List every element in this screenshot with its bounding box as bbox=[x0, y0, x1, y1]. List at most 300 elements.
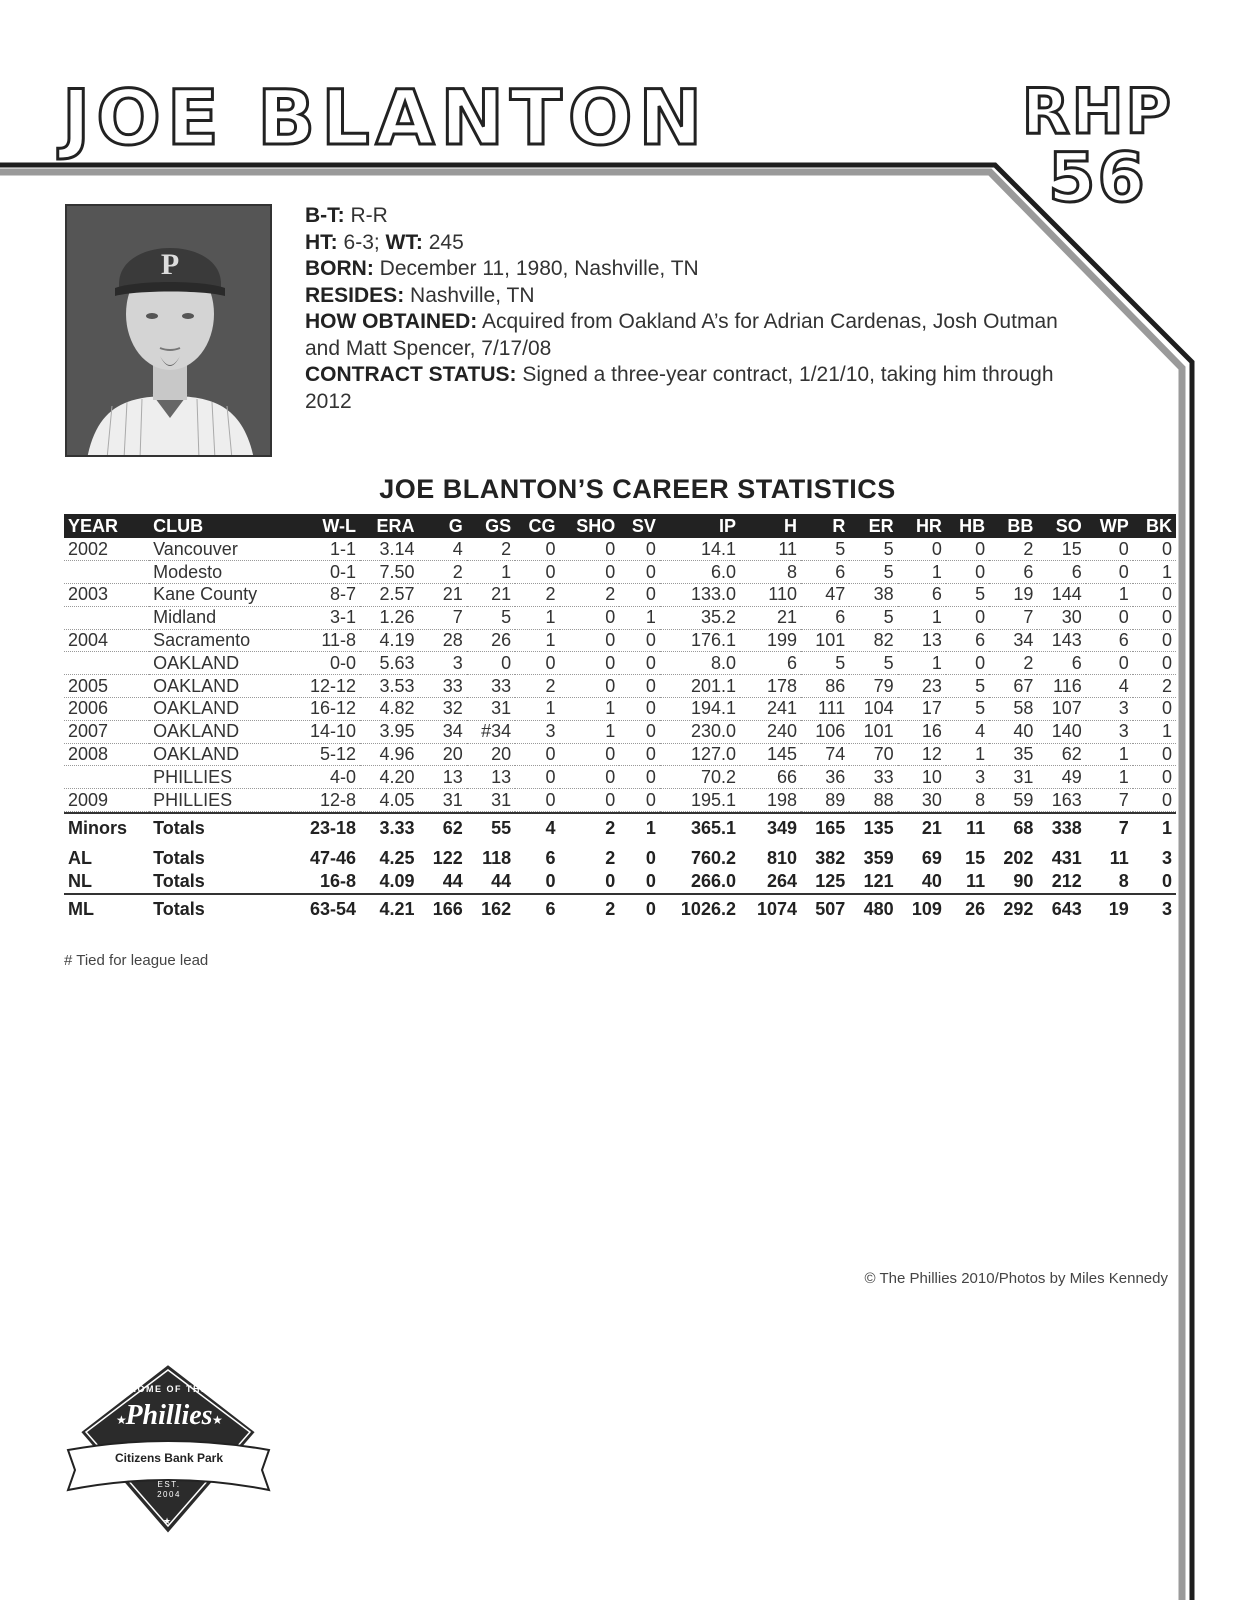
stats-cell: 88 bbox=[849, 789, 897, 812]
stats-cell: 33 bbox=[418, 675, 466, 698]
stats-cell: 5 bbox=[849, 538, 897, 561]
stats-cell: 2 bbox=[605, 818, 616, 839]
stats-col-header: ERA bbox=[360, 514, 418, 538]
stats-cell: 2 bbox=[989, 652, 1037, 675]
bio-bt-label: B-T: bbox=[305, 204, 345, 227]
stats-cell: 26 bbox=[965, 899, 986, 920]
stats-cell: 2003 bbox=[64, 584, 149, 607]
stats-cell: 66 bbox=[740, 766, 801, 789]
photo-credit: © The Phillies 2010/Photos by Miles Kennedy bbox=[864, 1270, 1168, 1287]
stats-cell: 2009 bbox=[64, 789, 149, 812]
stats-cell: 5.63 bbox=[360, 652, 418, 675]
stats-cell: 4.82 bbox=[360, 698, 418, 721]
stats-cell: 7 bbox=[1086, 789, 1133, 812]
stats-cell: 40 bbox=[921, 871, 942, 892]
stats-cell: 23-18 bbox=[310, 818, 357, 839]
bio-born-label: BORN: bbox=[305, 257, 374, 280]
stats-cell: 8-7 bbox=[291, 584, 360, 607]
stats-cell: 3 bbox=[1161, 848, 1172, 869]
stats-cell: 127.0 bbox=[660, 743, 740, 766]
stats-cell: 16-12 bbox=[291, 698, 360, 721]
stats-cell: 0 bbox=[1133, 698, 1176, 721]
stats-cell: 12-8 bbox=[291, 789, 360, 812]
stats-cell: 30 bbox=[1037, 606, 1085, 629]
table-row bbox=[64, 538, 1176, 561]
stats-cell: 0 bbox=[645, 871, 656, 892]
stats-cell: 1 bbox=[1086, 584, 1133, 607]
stats-cell: 5 bbox=[467, 606, 515, 629]
stats-body bbox=[64, 538, 1176, 920]
svg-text:★: ★ bbox=[116, 1413, 127, 1427]
stats-cell: PHILLIES bbox=[149, 789, 291, 812]
stats-cell: 2 bbox=[989, 538, 1037, 561]
stats-header-row bbox=[64, 514, 1176, 538]
stats-cell: 6 bbox=[801, 606, 849, 629]
stats-cell: 0 bbox=[515, 652, 559, 675]
stats-cell: 0 bbox=[560, 652, 620, 675]
stats-cell: 106 bbox=[801, 720, 849, 743]
stats-cell: 199 bbox=[740, 629, 801, 652]
stats-cell: 0 bbox=[560, 629, 620, 652]
stats-cell: 0 bbox=[1133, 652, 1176, 675]
stats-cell: 0 bbox=[946, 606, 989, 629]
stats-cell: 15 bbox=[965, 848, 986, 869]
stats-cell: 49 bbox=[1037, 766, 1085, 789]
stats-cell: 118 bbox=[482, 848, 512, 869]
player-name: JOE BLANTON bbox=[62, 73, 709, 162]
stats-cell: 0 bbox=[1133, 538, 1176, 561]
stats-cell: 38 bbox=[849, 584, 897, 607]
stats-col-header: BK bbox=[1133, 514, 1176, 538]
position-label: RHP bbox=[1021, 75, 1173, 148]
stats-cell: 1 bbox=[1133, 561, 1176, 584]
stats-cell: Minors bbox=[68, 818, 128, 839]
stats-cell: 1 bbox=[467, 561, 515, 584]
stats-cell: 5 bbox=[946, 698, 989, 721]
stats-cell: 212 bbox=[1051, 871, 1082, 892]
stats-cell: 176.1 bbox=[660, 629, 740, 652]
stats-cell: 0 bbox=[1086, 606, 1133, 629]
stats-cell: 58 bbox=[989, 698, 1037, 721]
stats-col-header: IP bbox=[660, 514, 740, 538]
stats-cell: 4-0 bbox=[291, 766, 360, 789]
stats-cell: 5 bbox=[801, 652, 849, 675]
stats-cell: 6 bbox=[989, 561, 1037, 584]
stats-cell: 0 bbox=[946, 652, 989, 675]
stats-cell: 178 bbox=[740, 675, 801, 698]
stats-cell: 12 bbox=[898, 743, 946, 766]
stats-cell: 194.1 bbox=[660, 698, 740, 721]
stats-cell: 202 bbox=[1003, 848, 1034, 869]
stats-cell: 1 bbox=[515, 698, 559, 721]
stats-cell: 3 bbox=[515, 720, 559, 743]
bio-ht-value: 6-3; bbox=[343, 230, 380, 254]
stats-cell: 0 bbox=[515, 789, 559, 812]
stats-cell: 1 bbox=[1161, 818, 1172, 839]
stats-cell: 31 bbox=[467, 789, 515, 812]
stats-cell: 195.1 bbox=[660, 789, 740, 812]
stats-cell: OAKLAND bbox=[149, 720, 291, 743]
stats-cell: 3 bbox=[946, 766, 989, 789]
stats-cell: 338 bbox=[1051, 818, 1082, 839]
stats-col-header: GS bbox=[467, 514, 515, 538]
stats-col-header: CG bbox=[515, 514, 559, 538]
table-row bbox=[64, 743, 1176, 766]
row-gap bbox=[64, 839, 1176, 847]
stats-cell: 0 bbox=[545, 871, 556, 892]
stats-cell: 70.2 bbox=[660, 766, 740, 789]
stats-cell: 68 bbox=[1013, 818, 1034, 839]
stats-cell: 0 bbox=[515, 766, 559, 789]
stats-cell: 0 bbox=[619, 584, 660, 607]
stats-cell: 165 bbox=[815, 818, 846, 839]
stats-cell: NL bbox=[68, 871, 92, 892]
stats-cell: 90 bbox=[1013, 871, 1034, 892]
stats-cell: 0 bbox=[1133, 629, 1176, 652]
stats-cell: 17 bbox=[898, 698, 946, 721]
stats-cell: 1 bbox=[1133, 720, 1176, 743]
stats-cell: 122 bbox=[432, 848, 463, 869]
stats-cell: 13 bbox=[898, 629, 946, 652]
stats-cell: 4 bbox=[418, 538, 466, 561]
stats-cell: 292 bbox=[1003, 899, 1034, 920]
svg-text:★: ★ bbox=[212, 1413, 223, 1427]
stats-cell: 166 bbox=[432, 899, 463, 920]
stats-cell: 1 bbox=[898, 606, 946, 629]
stats-cell: 111 bbox=[801, 698, 849, 721]
stats-cell: 33 bbox=[849, 766, 897, 789]
stats-cell: 0 bbox=[560, 561, 620, 584]
stats-cell: 31 bbox=[418, 789, 466, 812]
stats-cell: 34 bbox=[989, 629, 1037, 652]
stats-cell: 2 bbox=[515, 584, 559, 607]
stats-cell: 6 bbox=[1086, 629, 1133, 652]
stats-cell: OAKLAND bbox=[149, 743, 291, 766]
stats-cell: 44 bbox=[442, 871, 463, 892]
stats-cell: 1 bbox=[619, 606, 660, 629]
stats-cell: 125 bbox=[815, 871, 846, 892]
stats-col-header: R bbox=[801, 514, 849, 538]
stats-cell: 34 bbox=[418, 720, 466, 743]
stats-cell: 15 bbox=[1037, 538, 1085, 561]
stats-cell: 110 bbox=[740, 584, 801, 607]
stats-col-header: WP bbox=[1086, 514, 1133, 538]
stats-cell: 810 bbox=[766, 848, 797, 869]
stats-cell: 21 bbox=[418, 584, 466, 607]
stats-cell: AL bbox=[68, 848, 92, 869]
stats-cell: 0 bbox=[1161, 871, 1172, 892]
logo-team-wordmark: Phillies bbox=[125, 1400, 213, 1431]
stats-cell: 0 bbox=[560, 789, 620, 812]
stats-col-header: HR bbox=[898, 514, 946, 538]
stats-cell: 145 bbox=[740, 743, 801, 766]
stats-cell: 20 bbox=[418, 743, 466, 766]
bio-obtained-value: Acquired from Oakland A’s for Adrian Cardenas, Josh Outman and Matt Spencer, 7/17/08 bbox=[305, 310, 1058, 360]
logo-park-name: Citizens Bank Park bbox=[114, 1451, 224, 1465]
stats-cell: 32 bbox=[418, 698, 466, 721]
stats-cell: 82 bbox=[849, 629, 897, 652]
stats-cell: 121 bbox=[863, 871, 894, 892]
stats-cell: 4.21 bbox=[379, 899, 415, 920]
stats-cell: 0 bbox=[619, 561, 660, 584]
stats-cell: 3.14 bbox=[360, 538, 418, 561]
stats-cell: 480 bbox=[863, 899, 894, 920]
stats-title: JOE BLANTON’S CAREER STATISTICS bbox=[379, 474, 896, 504]
stats-cell: 89 bbox=[801, 789, 849, 812]
stats-cell: 6 bbox=[545, 848, 556, 869]
stats-cell: 1026.2 bbox=[680, 899, 736, 920]
stats-cell: 0 bbox=[605, 871, 616, 892]
stats-cell: Modesto bbox=[149, 561, 291, 584]
stats-cell: 14.1 bbox=[660, 538, 740, 561]
stats-cell: 8 bbox=[1118, 871, 1129, 892]
stats-cell: 104 bbox=[849, 698, 897, 721]
stats-cell: 0 bbox=[1133, 743, 1176, 766]
stats-cell: 1-1 bbox=[291, 538, 360, 561]
bio-bats-throws bbox=[305, 203, 1065, 230]
stats-cell: 5-12 bbox=[291, 743, 360, 766]
stats-cell: 21 bbox=[740, 606, 801, 629]
svg-text:★: ★ bbox=[163, 1516, 172, 1526]
stats-cell: 4.96 bbox=[360, 743, 418, 766]
stats-cell: 2 bbox=[1133, 675, 1176, 698]
table-row bbox=[64, 629, 1176, 652]
stats-cell: 0 bbox=[467, 652, 515, 675]
stats-cell: 0 bbox=[619, 743, 660, 766]
stats-cell: 2 bbox=[560, 584, 620, 607]
stats-cell: 5 bbox=[801, 538, 849, 561]
stats-cell: 140 bbox=[1037, 720, 1085, 743]
stats-cell: 0 bbox=[619, 789, 660, 812]
stats-cell: 0 bbox=[560, 743, 620, 766]
stats-cell: 3-1 bbox=[291, 606, 360, 629]
stats-cell: 2.57 bbox=[360, 584, 418, 607]
stats-cell: 0 bbox=[619, 629, 660, 652]
stats-cell: 1 bbox=[560, 698, 620, 721]
stats-cell: 2004 bbox=[64, 629, 149, 652]
stats-cell: 16 bbox=[898, 720, 946, 743]
stats-cell: 4.05 bbox=[360, 789, 418, 812]
stats-cell: 143 bbox=[1037, 629, 1085, 652]
stats-cell: 4.09 bbox=[379, 871, 415, 892]
stats-col-header: CLUB bbox=[149, 514, 291, 538]
stats-cell: 2006 bbox=[64, 698, 149, 721]
stats-cell: 230.0 bbox=[660, 720, 740, 743]
stats-cell: 2 bbox=[515, 675, 559, 698]
stats-cell: 0 bbox=[619, 766, 660, 789]
logo-est: EST. bbox=[157, 1480, 181, 1489]
stats-cell: 0 bbox=[619, 720, 660, 743]
stats-cell: #34 bbox=[467, 720, 515, 743]
stats-cell: 59 bbox=[989, 789, 1037, 812]
stats-cell: 79 bbox=[849, 675, 897, 698]
stats-cell: 144 bbox=[1037, 584, 1085, 607]
stats-cell: 70 bbox=[849, 743, 897, 766]
bio-how-obtained bbox=[305, 309, 1065, 362]
player-bio bbox=[305, 203, 1065, 415]
stats-cell: 109 bbox=[911, 899, 942, 920]
stats-cell: Kane County bbox=[149, 584, 291, 607]
stats-cell: 10 bbox=[898, 766, 946, 789]
nl-totals-row bbox=[64, 870, 1176, 893]
stats-cell: Vancouver bbox=[149, 538, 291, 561]
bio-resides-value: Nashville, TN bbox=[410, 283, 535, 307]
stats-cell: 1 bbox=[946, 743, 989, 766]
stats-cell: 1 bbox=[898, 561, 946, 584]
stats-cell bbox=[64, 561, 149, 584]
stats-cell: 0 bbox=[1133, 766, 1176, 789]
stats-cell: 241 bbox=[740, 698, 801, 721]
stats-cell: 4 bbox=[1086, 675, 1133, 698]
stats-cell: Midland bbox=[149, 606, 291, 629]
stats-cell: 3 bbox=[1086, 698, 1133, 721]
stats-cell: 431 bbox=[1051, 848, 1082, 869]
stats-cell: 240 bbox=[740, 720, 801, 743]
stats-cell: 201.1 bbox=[660, 675, 740, 698]
stats-cell: 0 bbox=[946, 538, 989, 561]
stats-cell: 23 bbox=[898, 675, 946, 698]
stats-cell: 0 bbox=[645, 848, 656, 869]
stats-col-header: ER bbox=[849, 514, 897, 538]
stats-cell: 101 bbox=[801, 629, 849, 652]
stats-cell: 3.95 bbox=[360, 720, 418, 743]
stats-cell: 62 bbox=[1037, 743, 1085, 766]
stats-cell: 7 bbox=[418, 606, 466, 629]
stats-cell: 2007 bbox=[64, 720, 149, 743]
stats-cell: 382 bbox=[815, 848, 846, 869]
stats-cell: 6 bbox=[898, 584, 946, 607]
stats-cell: 11 bbox=[966, 818, 986, 839]
table-row bbox=[64, 606, 1176, 629]
stats-cell: 14-10 bbox=[291, 720, 360, 743]
stats-cell: 3 bbox=[1161, 899, 1172, 920]
stats-cell: 0 bbox=[1133, 789, 1176, 812]
stats-cell: 1.26 bbox=[360, 606, 418, 629]
stats-cell: 7 bbox=[1118, 818, 1129, 839]
table-row bbox=[64, 766, 1176, 789]
stats-cell bbox=[64, 766, 149, 789]
stats-cell: Totals bbox=[153, 899, 205, 920]
stats-cell: 4.19 bbox=[360, 629, 418, 652]
table-row bbox=[64, 675, 1176, 698]
stats-cell: 11 bbox=[1109, 848, 1129, 869]
stats-cell: 0 bbox=[898, 538, 946, 561]
stats-cell: 13 bbox=[418, 766, 466, 789]
stats-cell: 19 bbox=[1108, 899, 1129, 920]
stats-cell: 1 bbox=[898, 652, 946, 675]
stats-cell: 2008 bbox=[64, 743, 149, 766]
stats-cell: 2002 bbox=[64, 538, 149, 561]
stats-cell: 74 bbox=[801, 743, 849, 766]
stats-cell: 0 bbox=[560, 675, 620, 698]
stats-cell: 11-8 bbox=[291, 629, 360, 652]
stats-cell: 13 bbox=[467, 766, 515, 789]
stats-cell: 2005 bbox=[64, 675, 149, 698]
svg-text:P: P bbox=[160, 248, 180, 281]
stats-cell: 6.0 bbox=[660, 561, 740, 584]
stats-cell: 2 bbox=[467, 538, 515, 561]
bio-contract-label: CONTRACT STATUS: bbox=[305, 363, 517, 386]
stats-cell: 67 bbox=[989, 675, 1037, 698]
stats-cell: 0 bbox=[515, 561, 559, 584]
al-totals-row bbox=[64, 847, 1176, 870]
career-stats-table bbox=[64, 514, 1176, 920]
stats-cell: 0 bbox=[560, 606, 620, 629]
player-photo bbox=[65, 204, 272, 457]
stats-cell: 0 bbox=[1086, 561, 1133, 584]
bio-resides-label: RESIDES: bbox=[305, 283, 405, 307]
stats-cell: 0-0 bbox=[291, 652, 360, 675]
stats-cell: 33 bbox=[467, 675, 515, 698]
stats-col-header: BB bbox=[989, 514, 1037, 538]
stats-cell: 7 bbox=[989, 606, 1037, 629]
stats-cell: 0 bbox=[1133, 606, 1176, 629]
stats-cell: 69 bbox=[921, 848, 942, 869]
stats-cell: 0 bbox=[1086, 538, 1133, 561]
stats-col-header: H bbox=[740, 514, 801, 538]
stats-cell: 6 bbox=[801, 561, 849, 584]
stats-cell: 5 bbox=[946, 675, 989, 698]
stats-cell: 133.0 bbox=[660, 584, 740, 607]
stats-cell: 116 bbox=[1037, 675, 1085, 698]
bio-obtained-label: HOW OBTAINED: bbox=[305, 310, 478, 333]
stats-cell: OAKLAND bbox=[149, 652, 291, 675]
bio-contract-status bbox=[305, 362, 1065, 415]
stats-cell bbox=[64, 606, 149, 629]
stats-cell: 135 bbox=[863, 818, 894, 839]
stats-cell: 507 bbox=[815, 899, 846, 920]
stats-cell: 86 bbox=[801, 675, 849, 698]
bio-ht-label: HT: bbox=[305, 230, 338, 254]
stats-cell: 6 bbox=[545, 899, 556, 920]
stats-cell: 36 bbox=[801, 766, 849, 789]
logo-year: 2004 bbox=[157, 1490, 181, 1499]
bio-born-value: December 11, 1980, Nashville, TN bbox=[379, 257, 699, 280]
stats-cell: 5 bbox=[849, 606, 897, 629]
stats-cell: 5 bbox=[849, 652, 897, 675]
stats-col-header: G bbox=[418, 514, 466, 538]
stats-cell: 21 bbox=[467, 584, 515, 607]
stats-cell: 0 bbox=[645, 899, 656, 920]
stats-cell: 5 bbox=[946, 584, 989, 607]
ml-totals-row bbox=[64, 894, 1176, 920]
stats-col-header: SV bbox=[619, 514, 660, 538]
stats-cell: 44 bbox=[491, 871, 512, 892]
stats-cell: 4.25 bbox=[379, 848, 415, 869]
stats-cell: 30 bbox=[898, 789, 946, 812]
stats-cell: 163 bbox=[1037, 789, 1085, 812]
stats-cell: 21 bbox=[921, 818, 942, 839]
bio-resides bbox=[305, 283, 1065, 310]
stats-cell: 1 bbox=[560, 720, 620, 743]
stats-cell: Totals bbox=[153, 848, 205, 869]
stats-cell: 20 bbox=[467, 743, 515, 766]
stats-cell: 8 bbox=[946, 789, 989, 812]
stats-cell: 0 bbox=[619, 652, 660, 675]
stats-cell: Totals bbox=[153, 818, 205, 839]
stats-cell: 3 bbox=[1086, 720, 1133, 743]
stats-cell: 0 bbox=[619, 698, 660, 721]
stats-cell: 162 bbox=[481, 899, 512, 920]
stats-cell: 1 bbox=[645, 818, 656, 839]
stats-cell: 0 bbox=[515, 743, 559, 766]
stats-cell: 6 bbox=[1037, 561, 1085, 584]
stats-cell: 4 bbox=[946, 720, 989, 743]
stats-cell: ML bbox=[68, 899, 94, 920]
bio-bt-value: R-R bbox=[350, 204, 388, 227]
stats-cell: 101 bbox=[849, 720, 897, 743]
stats-cell: 266.0 bbox=[690, 871, 736, 892]
